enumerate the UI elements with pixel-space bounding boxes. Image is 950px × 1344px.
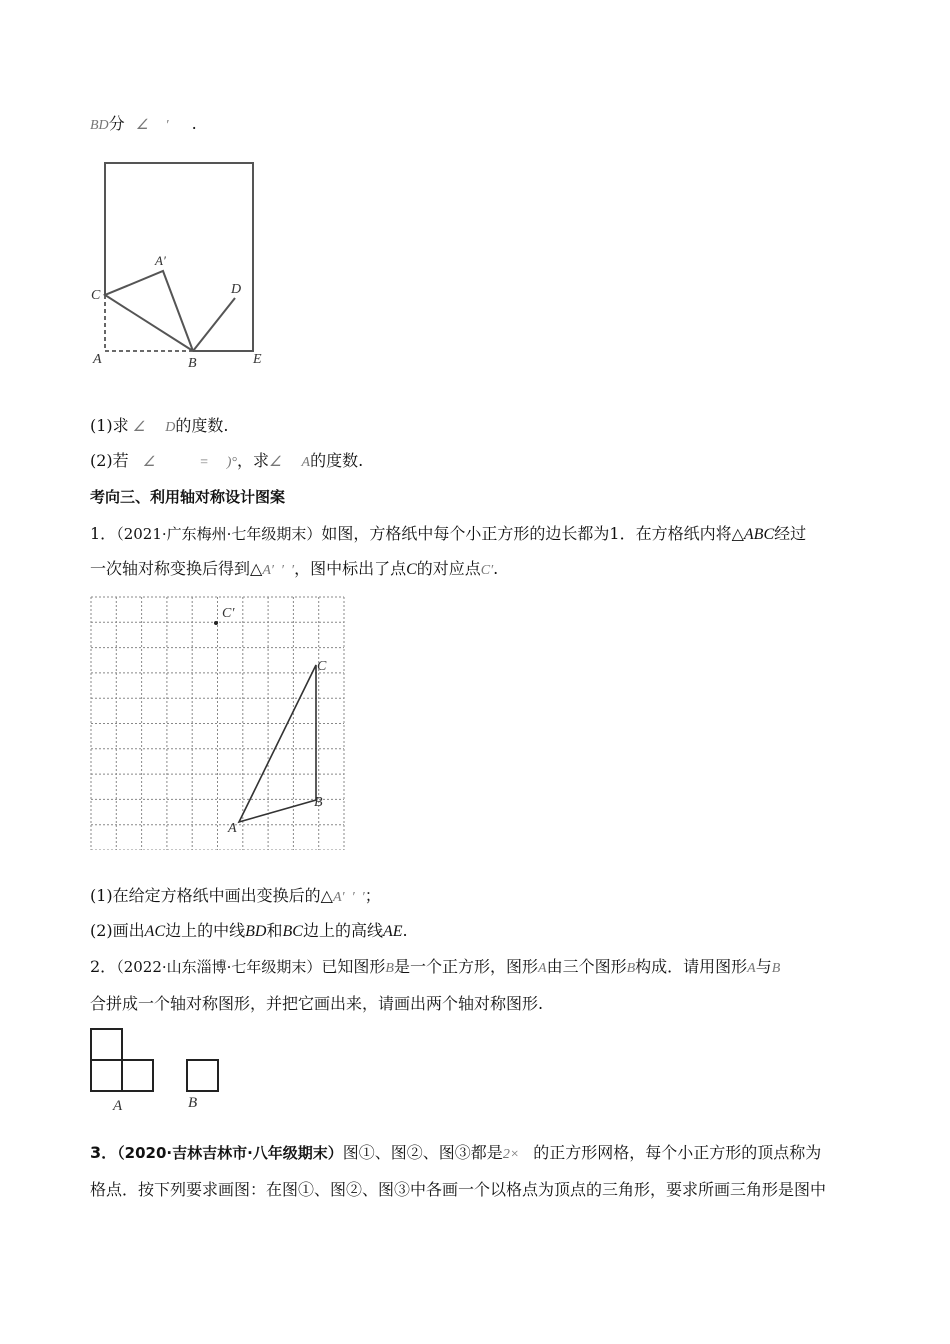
p1-sub1-end: ； [364,886,381,905]
p3-dim: 2× [502,1147,520,1162]
p1-text1: 如图，方格纸中每个小正方形的边长都为1．在方格纸内将△ [321,524,744,543]
p1-sub2-b: 边上的中线 [165,921,246,940]
label-e: E [253,352,262,367]
p2-text-a: 已知图形 [321,957,386,976]
p2-b3: B [771,961,781,976]
grid-label-a: A [228,821,237,836]
p3-number: 3． [90,1143,118,1162]
label-c: C [91,288,101,303]
label-d: D [231,282,242,297]
p1-sub1 [90,886,381,908]
p1-sub2-ae: AE [382,923,403,940]
p3-line1 [90,1143,821,1165]
prime-mark: ′ [165,118,169,133]
q2-comma: ，求 [236,451,269,470]
p2-b2: B [626,961,636,976]
point-c-prime [214,621,218,625]
p2-a1: A [538,961,547,976]
p1-text2b: ，图中标出了点 [294,559,407,578]
q2-angle: ∠ [142,455,156,470]
p1-source: （2021·广东梅州·七年级期末） [116,525,322,543]
p3-line2: 格点．按下列要求画图：在图①、图②、图③中各画一个以格点为顶点的三角形，要求所画三角形是图中 [90,1180,827,1199]
triangle-abc [239,665,316,822]
segment-bd: BD [90,118,109,133]
q2-var2: A [301,455,311,470]
p2-line1 [90,957,780,979]
p2-text-e: 与 [755,957,772,976]
q1-var: D [165,420,176,435]
shape-a-bottom-left-square [91,1060,122,1091]
top-line-text: 分 [108,114,125,133]
top-line-end: . [191,114,197,133]
prev-question-1 [90,416,228,438]
p1-text2a: 一次轴对称变换后得到△ [90,559,263,578]
folded-rectangle-figure [85,155,275,375]
q2-angle2: ∠ [268,455,282,470]
grid-label-c-prime: C′ [222,606,235,621]
p1-text2-end: . [493,559,499,578]
p1-text1-end: 经过 [774,524,807,543]
p3-source: （2020·吉林吉林市·八年级期末） [117,1144,343,1162]
shape-a-top-square [91,1029,122,1060]
top-line [90,114,197,136]
p1-sub2-end: . [402,921,408,940]
label-a-prime: A′ [155,253,166,268]
p2-source: （2022·山东淄博·七年级期末） [116,958,322,976]
shape-a-bottom-right-square [122,1060,153,1091]
rectangle-outline [105,163,253,351]
p1-sub2 [90,921,408,942]
p2-number: 2． [90,957,117,976]
p1-abc: ABC [743,526,775,543]
p1-line1 [90,524,806,545]
q2-eq: = [199,455,209,470]
p2-text-c: 由三个图形 [546,957,627,976]
shape-label-b: B [188,1095,198,1111]
p1-sub2-c: 和 [266,921,283,940]
p1-sub2-bc: BC [282,923,303,940]
p3-text-b: 的正方形网格，每个小正方形的顶点称为 [533,1143,822,1162]
grid-label-b: B [314,795,323,810]
grid-label-c: C [317,659,327,674]
p3-text-a: 图①、图②、图③都是 [342,1143,503,1162]
folded-triangle [105,271,193,351]
p2-text-b: 是一个正方形，图形 [393,957,538,976]
label-b: B [188,356,197,371]
p1-number: 1． [90,524,117,543]
p2-line2: 合拼成一个轴对称图形，并把它画出来，请画出两个轴对称图形. [90,994,544,1013]
prev-question-2 [90,451,363,473]
p2-b1: B [385,961,394,976]
line-bd [193,298,235,351]
p1-sub2-bd: BD [245,923,267,940]
q1-prefix: (1)求 [90,416,129,435]
p1-line2 [90,559,498,581]
p1-cprime: C′ [480,563,494,578]
p1-sub2-a: (2)画出 [90,921,145,940]
q2-deg: )° [226,455,237,470]
section-heading: 考向三、利用轴对称设计图案 [90,488,286,506]
shape-label-a: A [113,1098,123,1114]
shapes-figure [86,1026,236,1116]
shape-b-square [187,1060,218,1091]
p1-c: C [406,561,417,578]
angle-symbol: ∠ [135,118,149,133]
q1-angle: ∠ [132,420,146,435]
p1-sub2-d: 边上的高线 [302,921,383,940]
p2-a2: A [747,961,756,976]
grid-figure [88,594,346,850]
p1-apbpcp: A′ ′ ′ [262,563,295,578]
p1-text2c: 的对应点 [416,559,481,578]
p1-sub2-ac: AC [144,923,166,940]
q2-suffix: 的度数. [310,451,364,470]
label-a: A [93,352,102,367]
p1-sub1-var: A′ ′ ′ [332,890,365,905]
q1-suffix: 的度数. [175,416,229,435]
dotted-grid [91,597,344,850]
p1-sub1-text: (1)在给定方格纸中画出变换后的△ [90,886,333,905]
p2-text-d: 构成．请用图形 [635,957,748,976]
q2-prefix: (2)若 [90,451,129,470]
